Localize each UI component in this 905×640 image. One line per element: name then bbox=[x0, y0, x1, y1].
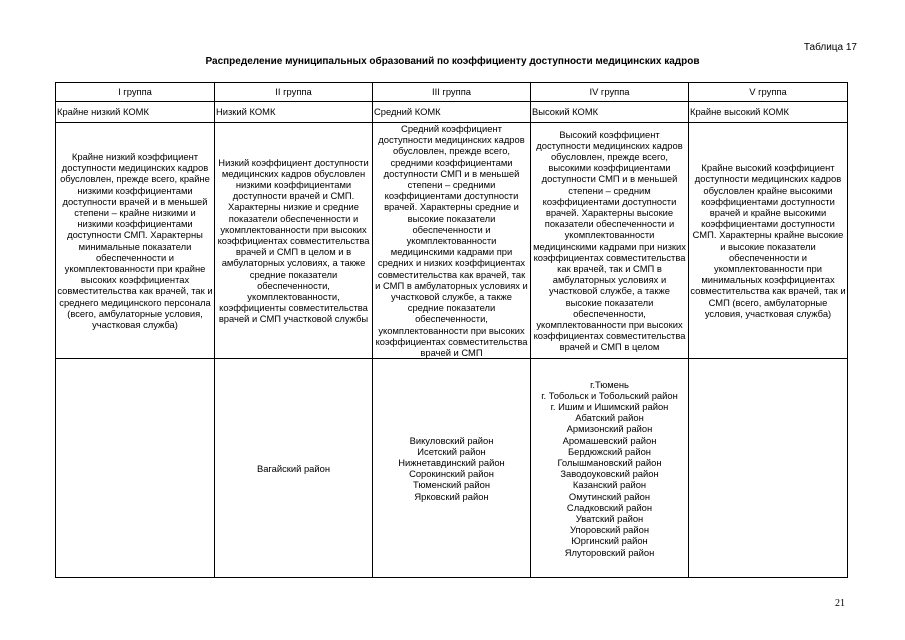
regions-5 bbox=[689, 359, 848, 578]
region-name: г.Тюмень bbox=[590, 378, 629, 390]
region-name: Бердюжский район bbox=[568, 445, 651, 457]
group-header-5: V группа bbox=[689, 83, 848, 102]
region-name: Заводоуковский район bbox=[560, 468, 659, 480]
level-3: Средний КОМК bbox=[373, 102, 531, 123]
region-name: Сорокинский район bbox=[409, 468, 494, 480]
region-name: Уватский район bbox=[575, 513, 644, 525]
page-number: 21 bbox=[835, 598, 845, 609]
group-header-2: II группа bbox=[215, 83, 373, 102]
distribution-table bbox=[55, 82, 848, 578]
group-header-row bbox=[56, 83, 848, 102]
regions-4 bbox=[531, 359, 689, 578]
region-name: Нижнетавдинский район bbox=[398, 457, 505, 469]
table-title: Распределение муниципальных образований по коэффициенту доступности медицинских кадров bbox=[205, 56, 700, 67]
group-header-1: I группа bbox=[56, 83, 215, 102]
level-2: Низкий КОМК bbox=[215, 102, 373, 123]
description-4: Высокий коэффициент доступности медицинских кадров обусловлен, прежде всего, высокими коэффициентами доступности СМП и в меньшей степени – средним коэффициентами доступности врачей. Характерны высокие показатели обеспеченности и укомплектованности медицинскими кадрами при низких коэффициентах совместительства как врачей, так и СМП в амбулаторных условиях и участковой службе, а также высокие показатели обеспеченности, укомплектованности при высоких коэффициентах совместительства врачей и СМП в целом bbox=[531, 123, 689, 359]
region-name: Юргинский район bbox=[571, 535, 648, 547]
description-1: Крайне низкий коэффициент доступности медицинских кадров обусловлен, прежде всего, крайне низкими коэффициентами доступности врачей и в меньшей степени – крайне низкими и низкими коэффициентами доступности СМП. Характерны минимальные показатели обеспеченности и укомплектованности при крайне высоких коэффициентах совместительства как врачей, так и среднего медицинского персонала (всего, амбулаторные условия, участковая служба) bbox=[56, 123, 215, 359]
region-name: Викуловский район bbox=[409, 434, 494, 446]
level-1: Крайне низкий КОМК bbox=[56, 102, 215, 123]
region-name: г. Тобольск и Тобольский район bbox=[541, 389, 678, 401]
regions-1 bbox=[56, 359, 215, 578]
description-5: Крайне высокий коэффициент доступности медицинских кадров обусловлен крайне высокими коэффициентами доступности врачей и крайне высокими коэффициентами доступности СМП. Характерны крайне высокие и высокие показатели обеспеченности и укомплектованности при минимальных коэффициентах совместительства как врачей, так и СМП (всего, амбулаторные условия, участковая служба) bbox=[689, 123, 848, 359]
level-4: Высокий КОМК bbox=[531, 102, 689, 123]
regions-2 bbox=[215, 359, 373, 578]
region-name: Омутинский район bbox=[568, 490, 651, 502]
region-name: Тюменский район bbox=[413, 479, 490, 491]
level-5: Крайне высокий КОМК bbox=[689, 102, 848, 123]
region-name: Ялуторовский район bbox=[564, 546, 655, 558]
region-name: Аромашевский район bbox=[562, 434, 657, 446]
region-name: Упоровский район bbox=[569, 524, 650, 536]
region-name: Казанский район bbox=[572, 479, 647, 491]
region-name: Армизонский район bbox=[566, 423, 653, 435]
description-2: Низкий коэффициент доступности медицинских кадров обусловлен низкими коэффициентами доступности врачей и СМП. Характерны низкие и средние показатели обеспеченности и укомплектованности при высоких коэффициентах совместительства врачей и СМП в целом и в амбулаторных условиях, а также средние показатели обеспеченности, укомплектованности, коэффициенты совместительства врачей и СМП участковой службы bbox=[215, 123, 373, 359]
region-name: Исетский район bbox=[417, 445, 486, 457]
region-name: Абатский район bbox=[575, 412, 644, 424]
table-number: Таблица 17 bbox=[803, 42, 857, 53]
regions-3 bbox=[373, 359, 531, 578]
description-row bbox=[56, 123, 848, 359]
group-header-3: III группа bbox=[373, 83, 531, 102]
region-name: Ярковский район bbox=[414, 490, 489, 502]
region-name: Сладковский район bbox=[566, 501, 653, 513]
region-name: Вагайский район bbox=[256, 462, 331, 474]
description-3: Средний коэффициент доступности медицинских кадров обусловлен, прежде всего, средними коэффициентами доступности СМП и в меньшей степени – средними коэффициентами доступности врачей. Характерны средние и высокие показатели обеспеченности и укомплектованности медицинскими кадрами при средних и низких коэффициентах совместительства как врачей, так и СМП в амбулаторных условиях и участковой службе, а также средние показатели обеспеченности, укомплектованности при высоких коэффициентах совместительства врачей и СМП bbox=[373, 123, 531, 359]
region-name: г. Ишим и Ишимский район bbox=[550, 401, 669, 413]
group-header-4: IV группа bbox=[531, 83, 689, 102]
region-row bbox=[56, 359, 848, 578]
region-name: Голышмановский район bbox=[557, 457, 662, 469]
level-row bbox=[56, 102, 848, 123]
